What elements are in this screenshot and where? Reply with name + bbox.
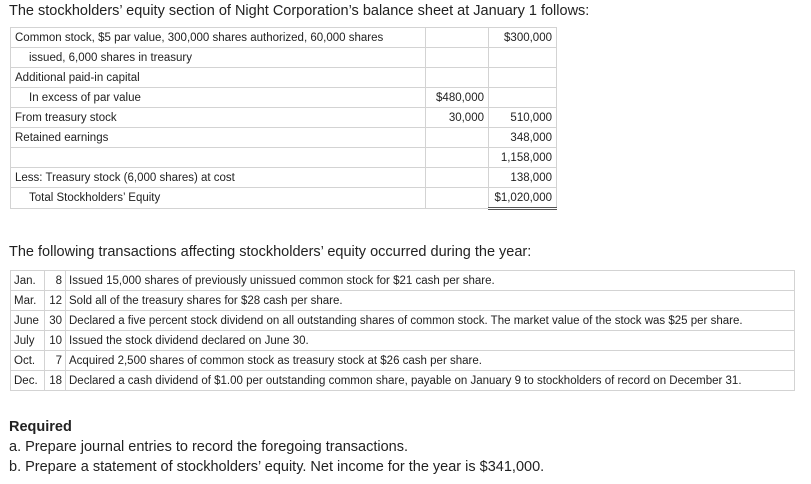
amount-cell xyxy=(426,168,489,188)
month-cell: Dec. xyxy=(11,371,45,391)
amount-cell: $300,000 xyxy=(489,28,557,48)
required-heading: Required xyxy=(9,419,72,435)
amount-cell xyxy=(489,68,557,88)
description-cell: Issued the stock dividend declared on June 30. xyxy=(66,331,795,351)
row-label: Total Stockholders’ Equity xyxy=(11,188,426,209)
amount-cell: 30,000 xyxy=(426,108,489,128)
month-cell: Mar. xyxy=(11,291,45,311)
amount-cell xyxy=(426,48,489,68)
day-cell: 7 xyxy=(45,351,66,371)
table-row xyxy=(11,188,557,209)
description-cell: Declared a five percent stock dividend on all outstanding shares of common stock. The market value of the stock was $25 per share. xyxy=(66,311,795,331)
intro-text: The stockholders’ equity section of Night Corporation’s balance sheet at January 1 follows: xyxy=(9,3,590,19)
table-row xyxy=(11,371,795,391)
description-cell: Declared a cash dividend of $1.00 per outstanding common share, payable on January 9 to stockholders of record on December 31. xyxy=(66,371,795,391)
table-row xyxy=(11,128,557,148)
row-label: In excess of par value xyxy=(11,88,426,108)
month-cell: Jan. xyxy=(11,271,45,291)
row-label: issued, 6,000 shares in treasury xyxy=(11,48,426,68)
amount-cell xyxy=(489,88,557,108)
month-cell: June xyxy=(11,311,45,331)
amount-cell: $480,000 xyxy=(426,88,489,108)
table-row xyxy=(11,148,557,168)
row-label: From treasury stock xyxy=(11,108,426,128)
amount-cell: 138,000 xyxy=(489,168,557,188)
amount-cell xyxy=(426,128,489,148)
table-row xyxy=(11,168,557,188)
amount-cell xyxy=(426,68,489,88)
row-label: Retained earnings xyxy=(11,128,426,148)
table-row xyxy=(11,311,795,331)
table-row xyxy=(11,28,557,48)
balance-sheet-table xyxy=(10,27,557,210)
table-row xyxy=(11,68,557,88)
month-cell: July xyxy=(11,331,45,351)
amount-cell xyxy=(426,28,489,48)
transactions-table xyxy=(10,270,795,391)
required-section xyxy=(9,417,544,477)
row-label xyxy=(11,148,426,168)
table-row xyxy=(11,291,795,311)
day-cell: 8 xyxy=(45,271,66,291)
description-cell: Sold all of the treasury shares for $28 cash per share. xyxy=(66,291,795,311)
table-row xyxy=(11,88,557,108)
day-cell: 30 xyxy=(45,311,66,331)
amount-cell xyxy=(489,48,557,68)
amount-cell: 510,000 xyxy=(489,108,557,128)
table-row xyxy=(11,331,795,351)
amount-cell: 1,158,000 xyxy=(489,148,557,168)
table-row xyxy=(11,351,795,371)
description-cell: Issued 15,000 shares of previously unissued common stock for $21 cash per share. xyxy=(66,271,795,291)
amount-cell xyxy=(426,188,489,209)
table-row xyxy=(11,271,795,291)
day-cell: 10 xyxy=(45,331,66,351)
row-label: Additional paid-in capital xyxy=(11,68,426,88)
table-row xyxy=(11,108,557,128)
month-cell: Oct. xyxy=(11,351,45,371)
row-label: Less: Treasury stock (6,000 shares) at cost xyxy=(11,168,426,188)
required-item-a: a. Prepare journal entries to record the foregoing transactions. xyxy=(9,439,408,455)
total-amount-cell: $1,020,000 xyxy=(489,188,557,209)
transactions-heading: The following transactions affecting stockholders’ equity occurred during the year: xyxy=(9,244,532,260)
day-cell: 12 xyxy=(45,291,66,311)
amount-cell xyxy=(426,148,489,168)
required-item-b: b. Prepare a statement of stockholders’ equity. Net income for the year is $341,000. xyxy=(9,459,545,475)
table-row xyxy=(11,48,557,68)
amount-cell: 348,000 xyxy=(489,128,557,148)
row-label: Common stock, $5 par value, 300,000 shares authorized, 60,000 shares xyxy=(11,28,426,48)
description-cell: Acquired 2,500 shares of common stock as treasury stock at $26 cash per share. xyxy=(66,351,795,371)
day-cell: 18 xyxy=(45,371,66,391)
